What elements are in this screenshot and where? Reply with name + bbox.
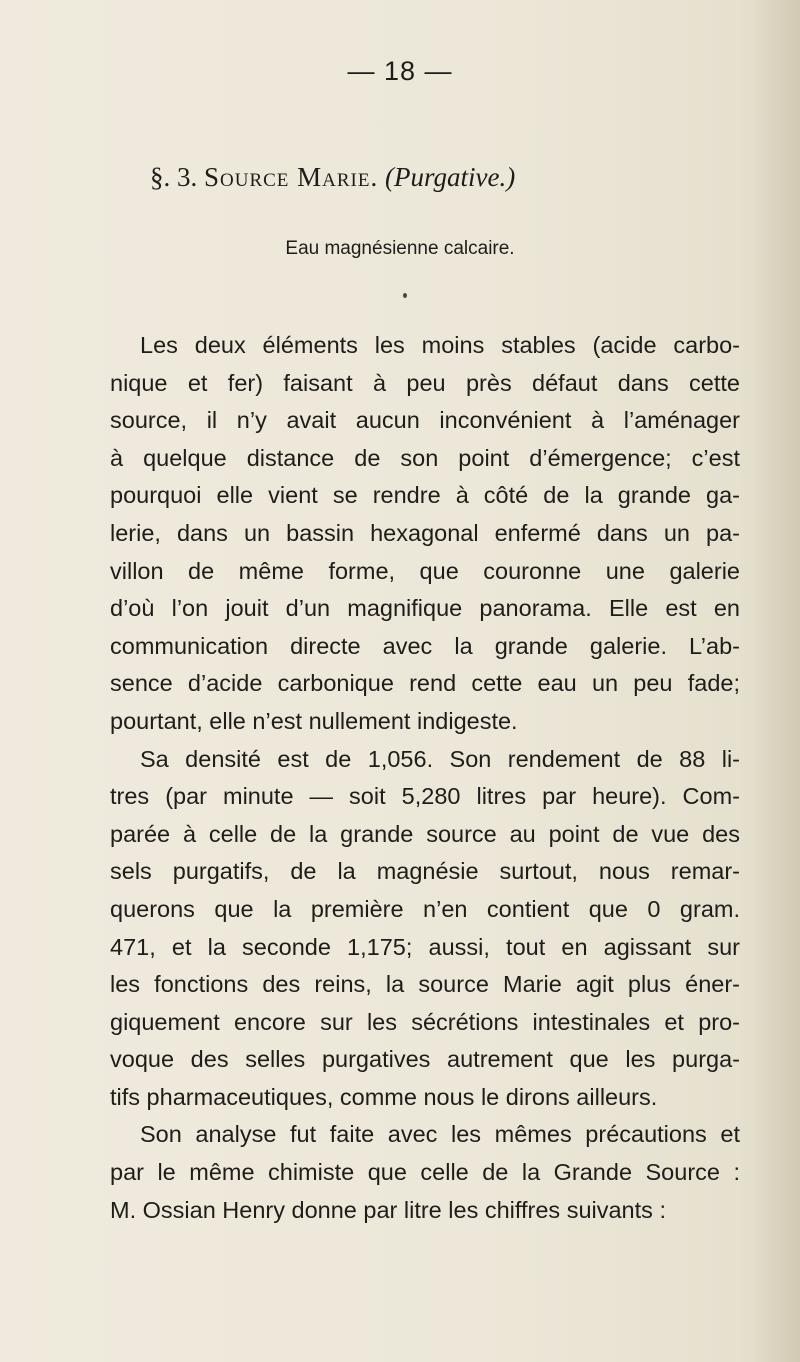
text-line: communication directe avec la grande galerie. L’ab- bbox=[110, 632, 740, 659]
text-line: Les deux éléments les moins stables (acide carbo- bbox=[140, 332, 740, 358]
body-text bbox=[110, 327, 740, 1229]
text-line: sence d’acide carbonique rend cette eau un peu fade; bbox=[110, 670, 740, 697]
section-prefix: §. 3. bbox=[150, 162, 198, 192]
section-qualifier: (Purgative.) bbox=[385, 162, 516, 192]
text-line: lerie, dans un bassin hexagonal enfermé dans un pa- bbox=[110, 519, 740, 546]
text-line: sels purgatifs, de la magnésie surtout, nous remar- bbox=[110, 858, 740, 885]
text-line: parée à celle de la grande source au point de vue des bbox=[110, 820, 740, 847]
text-line: giquement encore sur les sécrétions intestinales et pro- bbox=[110, 1008, 740, 1035]
text-line: villon de même forme, que couronne une galerie bbox=[110, 557, 740, 584]
text-line: d’où l’on jouit d’un magnifique panorama. Elle est en bbox=[110, 595, 740, 622]
section-title: Source Marie. bbox=[204, 162, 379, 192]
text-line: source, il n’y avait aucun inconvénient à l’aménager bbox=[110, 407, 740, 434]
text-line: les fonctions des reins, la source Marie agit plus éner- bbox=[110, 971, 740, 998]
text-line: Sa densité est de 1,056. Son rendement de 88 li- bbox=[140, 745, 740, 772]
text-line: pourtant, elle n’est nullement indigeste. bbox=[110, 707, 518, 734]
section-subtitle: Eau magnésienne calcaire. bbox=[285, 238, 515, 259]
text-line: pourquoi elle vient se rendre à côté de la grande ga- bbox=[110, 482, 740, 509]
text-line: tres (par minute — soit 5,280 litres par heure). Com- bbox=[110, 783, 740, 810]
text-line: 471, et la seconde 1,175; aussi, tout en agissant sur bbox=[110, 933, 740, 960]
ink-speck bbox=[403, 293, 407, 298]
text-line: par le même chimiste que celle de la Grande Source : bbox=[110, 1159, 740, 1186]
text-line: querons que la première n’en contient que 0 gram. bbox=[110, 895, 740, 922]
text-line: à quelque distance de son point d’émergence; c’est bbox=[110, 444, 740, 471]
text-line: voque des selles purgatives autrement que les purga- bbox=[110, 1046, 740, 1073]
page-number: — 18 — bbox=[347, 56, 453, 86]
text-line: nique et fer) faisant à peu près défaut dans cette bbox=[110, 369, 740, 396]
page-edge-shadow bbox=[752, 0, 800, 1362]
text-line: Son analyse fut faite avec les mêmes précautions et bbox=[140, 1121, 740, 1148]
section-heading bbox=[150, 162, 515, 193]
text-line: M. Ossian Henry donne par litre les chiffres suivants : bbox=[110, 1196, 666, 1223]
text-line: tifs pharmaceutiques, comme nous le dirons ailleurs. bbox=[110, 1083, 658, 1110]
